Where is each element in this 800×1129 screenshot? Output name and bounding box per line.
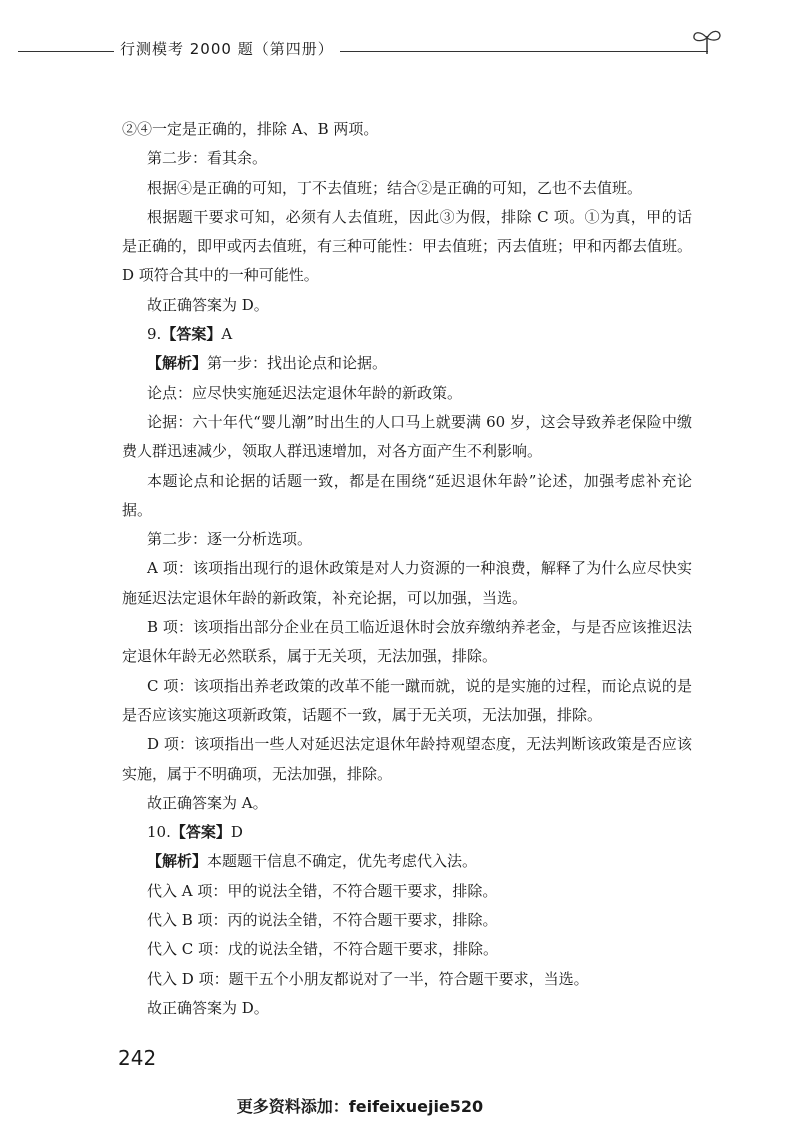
paragraph	[122, 144, 692, 173]
paragraph	[122, 818, 692, 847]
paragraph-text: 本题论点和论据的话题一致，都是在围绕“延迟退休年龄”论述，加强考虑补充论据。	[122, 471, 692, 519]
section-label: 【解析】	[147, 354, 208, 373]
paragraph-text: A	[221, 325, 233, 344]
paragraph-text: 第二步：逐一分析选项。	[147, 530, 313, 549]
paragraph-text: 代入 D 项：题干五个小朋友都说对了一半，符合题干要求，当选。	[147, 969, 589, 988]
paragraph-text: 代入 B 项：丙的说法全错，不符合题干要求，排除。	[147, 911, 498, 930]
paragraph	[122, 174, 692, 203]
paragraph-text: 本题题干信息不确定，优先考虑代入法。	[207, 852, 478, 871]
section-label: 【解析】	[147, 852, 208, 871]
question-number: 10.	[147, 823, 171, 842]
paragraph-text: D	[230, 823, 243, 842]
paragraph	[122, 467, 692, 526]
paragraph-text: 第一步：找出论点和论据。	[207, 354, 388, 373]
paragraph	[122, 906, 692, 935]
paragraph	[122, 320, 692, 349]
book-title: 行测模考 2000 题（第四册）	[114, 38, 340, 59]
paragraph-text: 代入 C 项：戊的说法全错，不符合题干要求，排除。	[147, 940, 499, 959]
running-header	[18, 36, 718, 64]
paragraph	[122, 730, 692, 789]
paragraph-text: 代入 A 项：甲的说法全错，不符合题干要求，排除。	[147, 881, 498, 900]
paragraph-text: 第二步：看其余。	[147, 149, 268, 168]
paragraph	[122, 935, 692, 964]
paragraph	[122, 379, 692, 408]
paragraph	[122, 115, 692, 144]
paragraph-text: D 项：该项指出一些人对延迟法定退休年龄持观望态度，无法判断该政策是否应该实施，属于不明确项，无法加强，排除。	[122, 735, 692, 783]
paragraph	[122, 672, 692, 731]
paragraph	[122, 408, 692, 467]
paragraph	[122, 847, 692, 876]
paragraph-text: 论据：六十年代“婴儿潮”时出生的人口马上就要满 60 岁，这会导致养老保险中缴费人群迅速减少，领取人群迅速增加，对各方面产生不利影响。	[122, 412, 692, 461]
paragraph-text: 根据题干要求可知，必须有人去值班，因此③为假，排除 C 项。①为真，甲的话是正确的，即甲或丙去值班，有三种可能性：甲去值班；丙去值班；甲和丙都去值班。D 项符合其中的一种可能性。	[122, 207, 693, 285]
sprout-icon	[690, 26, 724, 56]
page-number: 242	[118, 1046, 157, 1070]
paragraph-text: 根据④是正确的可知，丁不去值班；结合②是正确的可知，乙也不去值班。	[147, 178, 643, 197]
section-label: 【答案】	[170, 823, 231, 842]
paragraph	[122, 525, 692, 554]
paragraph-text: C 项：该项指出养老政策的改革不能一蹴而就，说的是实施的过程，而论点说的是是否应该实施这项新政策，话题不一致，属于无关项，无法加强，排除。	[122, 676, 692, 724]
paragraph	[122, 965, 692, 994]
paragraph	[122, 994, 692, 1023]
question-number: 9.	[147, 325, 162, 344]
paragraph	[122, 203, 692, 291]
paragraph	[122, 789, 692, 818]
paragraph-text: 故正确答案为 D。	[147, 295, 269, 314]
paragraph	[122, 291, 692, 320]
paragraph-text: 故正确答案为 D。	[147, 998, 269, 1017]
section-label: 【答案】	[161, 325, 222, 344]
paragraph-text: A 项：该项指出现行的退休政策是对人力资源的一种浪费，解释了为什么应尽快实施延迟法定退休年龄的新政策，补充论据，可以加强，当选。	[122, 559, 692, 607]
paragraph-text: 论点：应尽快实施延迟法定退休年龄的新政策。	[147, 383, 463, 402]
paragraph	[122, 877, 692, 906]
paragraph	[122, 554, 692, 613]
answer-explanations	[122, 115, 692, 1023]
paragraph-text: 故正确答案为 A。	[147, 793, 268, 812]
paragraph-text: B 项：该项指出部分企业在员工临近退休时会放弃缴纳养老金，与是否应该推迟法定退休年龄无必然联系，属于无关项，无法加强，排除。	[122, 618, 692, 666]
paragraph	[122, 349, 692, 378]
paragraph-text: ②④一定是正确的，排除 A、B 两项。	[122, 120, 379, 138]
paragraph	[122, 613, 692, 672]
footer-note: 更多资料添加：feifeixuejie520	[236, 1097, 484, 1116]
